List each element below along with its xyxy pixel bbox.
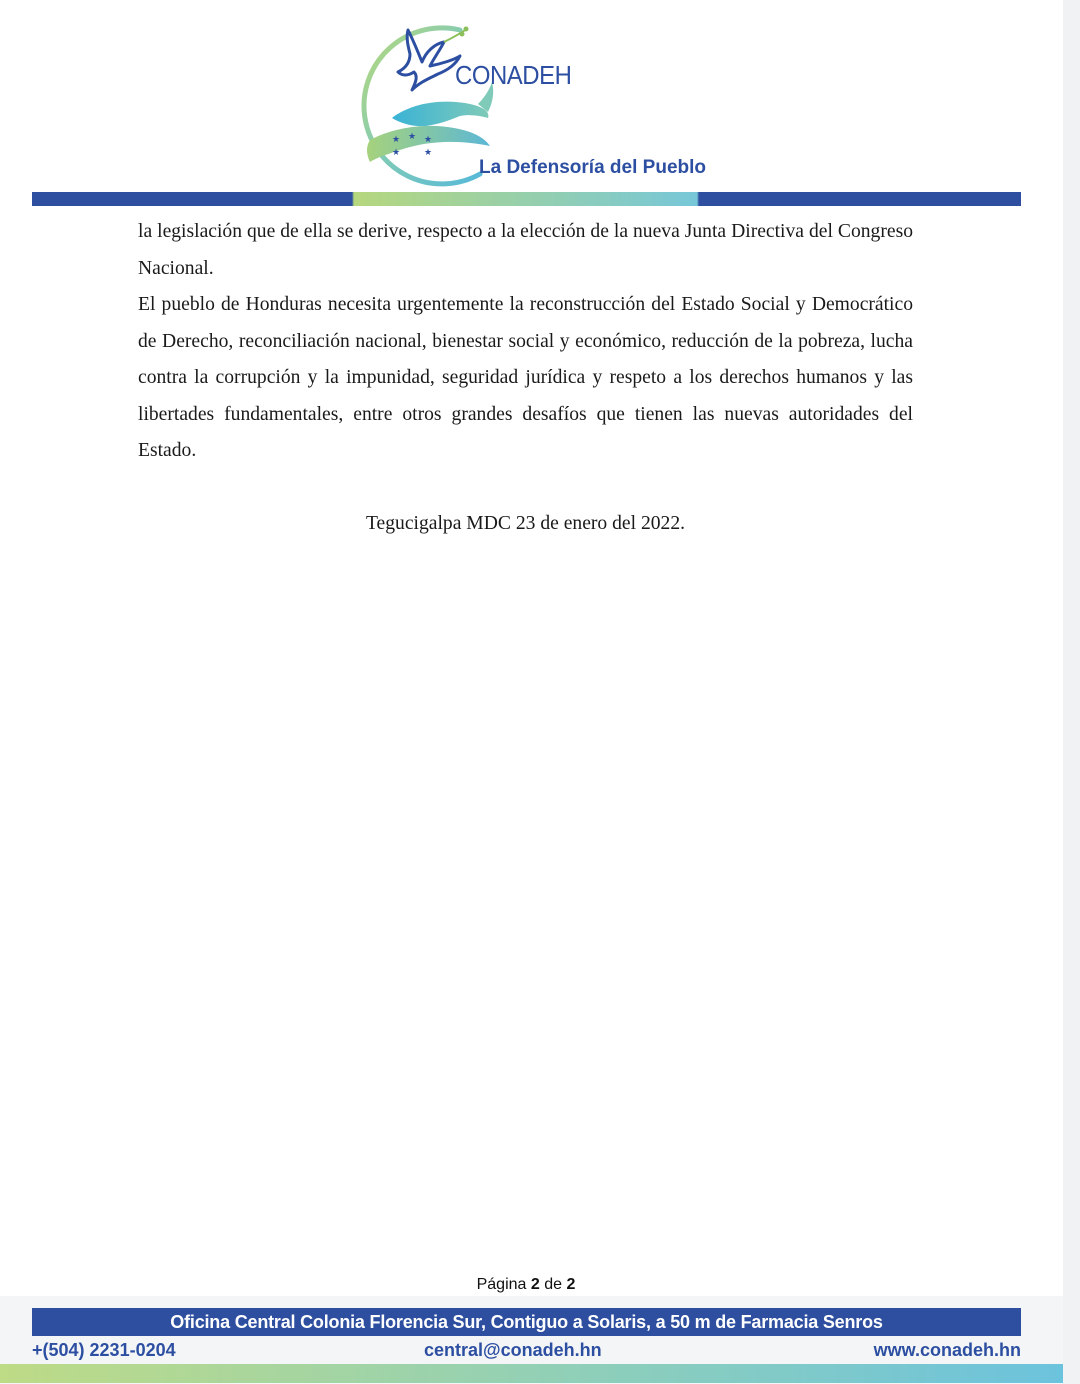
svg-text:★: ★: [424, 135, 433, 145]
date-line: Tegucigalpa MDC 23 de enero del 2022.: [365, 513, 686, 534]
logo-wordmark: CONADEH: [455, 60, 572, 90]
page-label: Página: [476, 1276, 527, 1293]
footer-contacts: [32, 1339, 1021, 1363]
logo-tagline: La Defensoría del Pueblo: [479, 157, 706, 178]
page-edge: [1063, 0, 1080, 1384]
footer-color-bar: [0, 1364, 1063, 1383]
page-total: 2: [566, 1276, 576, 1293]
svg-text:★: ★: [392, 135, 401, 145]
page-number: [0, 1276, 1052, 1294]
header-color-bar: [32, 192, 1021, 206]
svg-text:★: ★: [408, 132, 417, 142]
footer-phone: +(504) 2231-0204: [32, 1340, 176, 1360]
paragraph: la legislación que de ella se derive, respecto a la elección de la nueva Junta Directiva del Congreso Nacional.: [138, 221, 913, 279]
page-current: 2: [530, 1276, 540, 1293]
svg-text:★: ★: [424, 148, 433, 158]
document-body: [138, 214, 913, 470]
page-separator: de: [544, 1276, 563, 1293]
footer-address: Oficina Central Colonia Florencia Sur, Contiguo a Solaris, a 50 m de Farmacia Senros: [32, 1308, 1021, 1336]
paragraph: El pueblo de Honduras necesita urgentemente la reconstrucción del Estado Social y Democrático de Derecho, reconciliación nacional, bienestar social y económico, reducción de la pobreza, lucha contra la corrupción y la impunidad, seguridad jurídica y respeto a los derechos humanos y las libertades fundamentales, entre otros grandes desafíos que tienen las nuevas autoridades del Estado.: [138, 294, 913, 461]
svg-text:★: ★: [392, 148, 401, 158]
footer-website-link[interactable]: www.conadeh.hn: [873, 1340, 1021, 1360]
footer-email-link[interactable]: central@conadeh.hn: [424, 1340, 602, 1360]
